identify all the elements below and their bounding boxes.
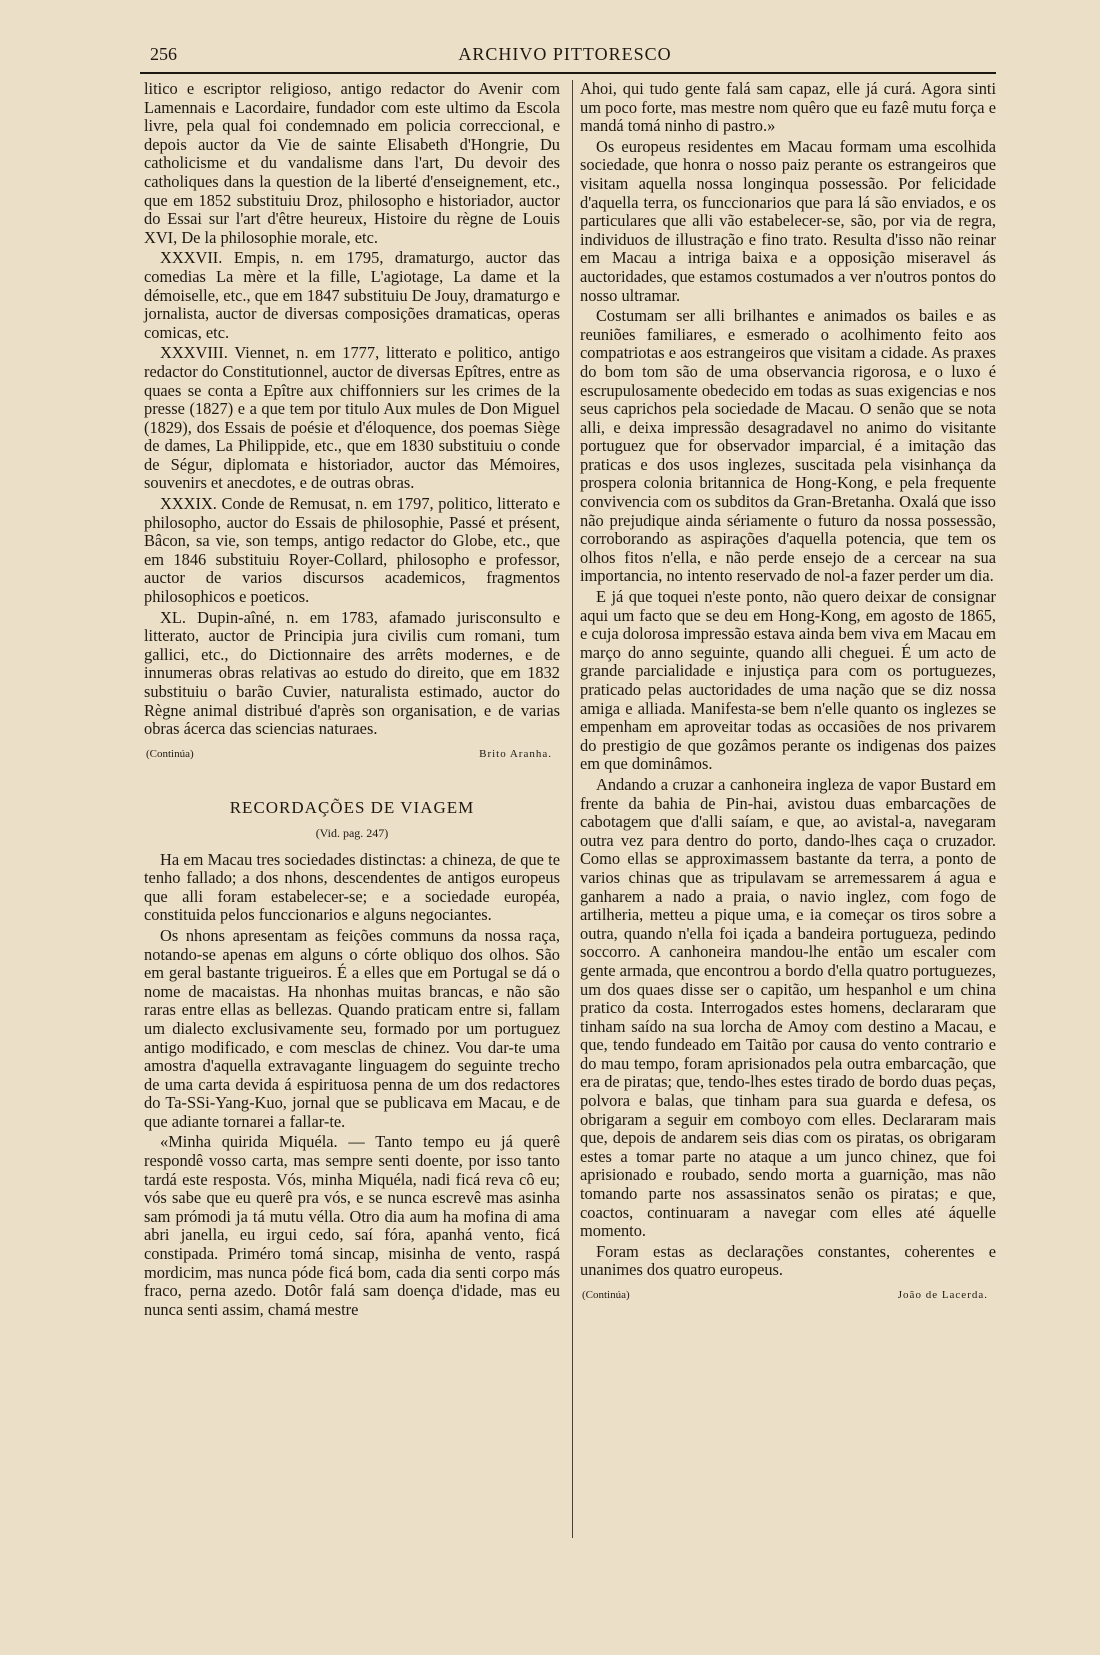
continua-label: (Continúa) — [582, 1289, 630, 1301]
running-title: ARCHIVO PITTORESCO — [458, 44, 672, 64]
left-column — [144, 80, 560, 1321]
article-reference: (Vid. pag. 247) — [315, 825, 389, 840]
page-header — [134, 44, 996, 70]
paragraph: «Minha quirida Miquéla. — Tanto tempo eu já querê respondê vosso carta, mas sempre senti doente, por isso tanto tardá este resposta. Vós, minha Miquéla, nadi ficá reva cô eu; vós sabe que eu querê pra vós, e se nunca escrevê mas asinha sam prómodi ja tá mutu vélla. Otro dia aum ha mofina di ama abri janella, eu irgui cedo, saí fóra, apanhá vento, ficá constipada. Priméro tomá sincap, misinha de vento, raspá mordicim, mas nunca póde ficá bom, cada dia senti corpo más fraco, perna azedo. Dotôr falá sam doença d'idade, mas eu nunca senti assim, chamá mestre — [144, 1132, 560, 1319]
continua-label: (Continúa) — [146, 747, 194, 760]
paragraph: litico e escriptor religioso, antigo redactor do Avenir com Lamennais e Lacordaire, fundador com este ultimo da Escola livre, pela qual foi condemnado em policia correccional, e depois auctor da Vie de sainte Elisabeth d'Hongrie, Du catholicisme et du vandalisme dans l'art, Du devoir des catholiques dans la question de la liberté d'enseignement, etc., que em 1852 substituiu Droz, philosopho e historiador, auctor do Essai sur l'art d'être heureux, Histoire du règne de Louis XVI, De la philosophie morale, etc. — [144, 79, 560, 247]
signature-block — [144, 745, 560, 764]
paragraph: E já que toquei n'este ponto, não quero deixar de consignar aqui um facto que se deu em Hong-Kong, em agosto de 1865, e cuja dolorosa impressão estava ainda bem viva em Macau em março do anno seguinte, quando alli cheguei. É um acto de grande parcialidade e injustiça para com os portuguezes, praticado pelas auctoridades de uma nação que se diz nossa amiga e alliada. Manifesta-se bem n'elle quanto os inglezes se empenham em aproveitar todas as occasiões de nos privarem do prestigio de que gozâmos perante os indigenas dos paizes em que dominâmos. — [580, 587, 996, 774]
page-number: 256 — [150, 44, 177, 64]
column-divider — [572, 80, 573, 1538]
header-rule — [140, 72, 996, 74]
paragraph: Os europeus residentes em Macau formam uma escolhida sociedade, que honra o nosso paiz perante os estrangeiros que visitam aquella nossa longinqua possessão. Por felicidade d'aquella terra, os funccionarios que para lá são enviados, e os particulares que alli vão estabelecer-se, são, por via de regra, individuos de illustração e fino trato. Resulta d'isso não reinar em Macau a intriga baixa e a opposição miseravel ás auctoridades, que estamos costumados a ver n'outros pontos do nosso ultramar. — [580, 136, 996, 305]
signature-block — [580, 1286, 996, 1305]
paragraph: XL. Dupin-aîné, n. em 1783, afamado jurisconsulto e litterato, auctor de Principia jura civilis cum romani, tum gallici, etc., do Dictionnaire des arrêts modernes, e de innumeras obras relativas ao estudo do direito, que em 1832 substituiu o barão Cuvier, naturalista estimado, auctor do Règne animal distribué d'après son organisation, e de varias obras ácerca das sciencias naturaes. — [144, 607, 560, 739]
author-signature: Brito Aranha. — [479, 747, 552, 760]
paragraph: XXXIX. Conde de Remusat, n. em 1797, politico, litterato e philosopho, auctor do Essais de philosophie, Passé et présent, Bâcon, sa vie, son temps, antigo redactor do Globe, etc., que em 1846 substituiu Royer-Collard, philosopho e professor, auctor de varios discursos academicos, fragmentos philosophicos e poeticos. — [144, 494, 560, 607]
paragraph: Costumam ser alli brilhantes e animados os bailes e as reuniões familiares, e esmerado o acolhimento feito aos compatriotas e aos estrangeiros que visitam a cidade. As praxes do bom tom são de uma observancia rigorosa, e o luxo é escrupulosamente obedecido em todas as suas exigencias e nos seus caprichos pela sociedade de Macau. O senão que se nota alli, e deixa impressão desagradavel no animo do visitante portuguez que for observador imparcial, é a imitação das praticas e dos usos inglezes, suscitada pela visinhança da prospera colonia britannica de Hong-Kong, e pela frequente convivencia com os subditos da Gran-Bretanha. Oxalá que isso não prejudique ainda sériamente o futuro da nossa possessão, corroborando as aspirações d'aquella potencia, que tem os olhos fitos n'ella, e não perde ensejo de a cercear na sua importancia, no intento reservado de nol-a fazer perder um dia. — [580, 306, 997, 586]
paragraph: XXXVIII. Viennet, n. em 1777, litterato e politico, antigo redactor do Constitutionnel, auctor de diversas Epîtres, entre as quaes se conta a Epître aux chiffonniers sur les crimes de la presse (1827) e a que tem por titulo Aux mules de Don Miguel (1829), dos Essais de poésie et d'éloquence, dos poemas Siège de dames, La Philippide, etc., que em 1830 substituiu o conde de Ségur, diplomata e historiador, auctor das Mémoires, souvenirs et anecdotes, e de outras obras. — [144, 343, 560, 493]
paragraph: Os nhons apresentam as feições communs da nossa raça, notando-se apenas em alguns o córte obliquo dos olhos. São em geral bastante trigueiros. É a elles que em Portugal se dá o nome de macaistas. Ha nhonhas muitas brancas, e não são raras entre ellas as bellezas. Quando praticam entre si, fallam um dialecto exclusivamente seu, formado por um portuguez antigo modificado, e com mesclas de chinez. Vou dar-te uma amostra d'aquella extravagante linguagem do seguinte trecho de uma carta devida á espirituosa penna de um dos redactores do Ta-SSi-Yang-Kuo, jornal que se publicava em Macau, e de que adiante tornarei a fallar-te. — [144, 925, 560, 1131]
paragraph: XXXVII. Empis, n. em 1795, dramaturgo, auctor das comedias La mère et la fille, L'agiotage, La dame et la démoiselle, etc., que em 1847 substituiu De Jouy, dramaturgo e jornalista, auctor de diversas composições dramaticas, operas comicas, etc. — [144, 248, 560, 342]
paragraph: Ahoi, qui tudo gente falá sam capaz, elle já curá. Agora sinti um poco forte, mas mestre nom quêro que eu fazê mutu força e mandá tomá ninho di pastro.» — [580, 79, 996, 136]
article-title: RECORDAÇÕES DE VIAGEM — [229, 798, 475, 818]
author-signature: João de Lacerda. — [897, 1289, 988, 1301]
paragraph: Ha em Macau tres sociedades distinctas: a chineza, de que te tenho fallado; a dos nhons, descendentes de antigos europeus que alli foram estabelecer-se; e a sociedade européa, constituida pelos funccionarios e alguns negociantes. — [144, 849, 560, 925]
paragraph: Foram estas as declarações constantes, coherentes e unanimes dos quatro europeus. — [580, 1241, 996, 1280]
right-column — [580, 80, 996, 1313]
paragraph: Andando a cruzar a canhoneira ingleza de vapor Bustard em frente da bahia de Pin-hai, avistou duas embarcações de cabotagem que d'alli saíam, e que, ao avistal-a, navegaram outra vez para dentro do porto, dando-lhes caça o cruzador. Como ellas se approximassem bastante da terra, a ponto de varios chinas que as tripulavam se arremessarem á agua e ganharem a nado a praia, o navio inglez, com fogo de artilheria, metteu a pique uma, e ia começar os tiros sobre a outra, quando n'ella foi içada a bandeira portugueza, pedindo soccorro. A canhoneira mandou-lhe então um escaler com gente armada, que encontrou a bordo d'ella quatro portuguezes, um dos quaes disse ser o capitão, um hespanhol e um china pratico da costa. Interrogados estes homens, declararam que tinham saído na sua lorcha de Amoy com destino a Macau, e que, tendo fundeado em Taitão por causa do vento contrario e do mau tempo, foram aprisionados pela outra embarcação, que era de piratas; que, tendo-lhes estes tirado de bordo duas peças, polvora e balas, que tinham para sua guarda e defesa, os obrigaram a seguir em comboyo com elles. Declararam mais que, depois de andarem seis dias com os piratas, os obrigaram estes a tomar parte no ataque a um junco chinez, que foi aprisionado e roubado, sendo morta a guarnição, mas não tomando parte nos assassinatos senão os piratas; e que, coactos, continuaram a navegar com elles até áquelle momento. — [580, 774, 996, 1241]
